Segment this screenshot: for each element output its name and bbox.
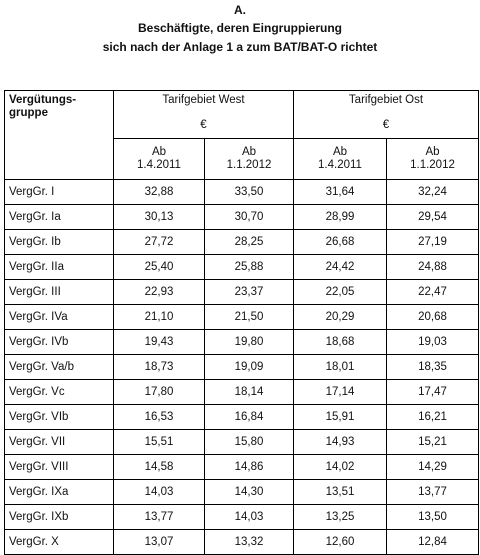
- table-row: [5, 405, 479, 430]
- group-name-cell: VergGr. Vc: [5, 380, 114, 405]
- date-label-value: 1.4.2011: [318, 159, 362, 171]
- west-2011-value: 19,43: [114, 330, 205, 355]
- group-name-cell: VergGr. Ib: [5, 230, 114, 255]
- group-name-cell: VergGr. IXa: [5, 480, 114, 505]
- west-2011-value: 18,73: [114, 355, 205, 380]
- west-2012-value: 14,30: [205, 480, 294, 505]
- east-2012-value: 13,50: [387, 505, 479, 530]
- date-label-prefix: Ab: [241, 146, 257, 158]
- group-name-cell: VergGr. X: [5, 530, 114, 555]
- table-row: [5, 455, 479, 480]
- east-2011-value: 13,51: [294, 480, 387, 505]
- east-2011-value: 18,68: [294, 330, 387, 355]
- east-2011-value: 12,60: [294, 530, 387, 555]
- east-2011-value: 17,14: [294, 380, 387, 405]
- table-row: [5, 180, 479, 205]
- west-2012-value: 18,14: [205, 380, 294, 405]
- west-2012-value: 28,25: [205, 230, 294, 255]
- west-2012-value: 19,80: [205, 330, 294, 355]
- west-2011-value: 32,88: [114, 180, 205, 205]
- west-2011-value: 17,80: [114, 380, 205, 405]
- rates-table: [4, 90, 479, 555]
- table-row: [5, 430, 479, 455]
- date-label-prefix: Ab: [332, 146, 348, 158]
- group-name-cell: VergGr. IVa: [5, 305, 114, 330]
- east-2011-value: 18,01: [294, 355, 387, 380]
- section-title-line-2: sich nach der Anlage 1 a zum BAT/BAT-O richtet: [102, 40, 378, 54]
- west-2011-value: 25,40: [114, 255, 205, 280]
- west-2012-value: 14,86: [205, 455, 294, 480]
- west-2011-value: 27,72: [114, 230, 205, 255]
- east-2011-value: 28,99: [294, 205, 387, 230]
- east-date-header-2012: [387, 139, 479, 180]
- west-2012-value: 19,09: [205, 355, 294, 380]
- west-currency: €: [200, 119, 207, 131]
- west-2011-value: 13,07: [114, 530, 205, 555]
- west-2012-value: 25,88: [205, 255, 294, 280]
- table-row: [5, 305, 479, 330]
- east-2011-value: 14,93: [294, 430, 387, 455]
- east-2012-value: 19,03: [387, 330, 479, 355]
- table-row: [5, 355, 479, 380]
- east-2011-value: 24,42: [294, 255, 387, 280]
- group-name-cell: VergGr. Ia: [5, 205, 114, 230]
- east-2012-value: 13,77: [387, 480, 479, 505]
- table-row: [5, 205, 479, 230]
- section-title-line-1: Beschäftigte, deren Eingruppierung: [137, 21, 343, 35]
- west-region-title: Tarifgebiet West: [162, 94, 245, 106]
- east-2012-value: 32,24: [387, 180, 479, 205]
- west-region-header: [114, 91, 294, 139]
- west-2012-value: 14,03: [205, 505, 294, 530]
- east-2012-value: 27,19: [387, 230, 479, 255]
- table-row: [5, 505, 479, 530]
- group-name-cell: VergGr. III: [5, 280, 114, 305]
- table-row: [5, 330, 479, 355]
- west-2011-value: 22,93: [114, 280, 205, 305]
- west-2011-value: 13,77: [114, 505, 205, 530]
- west-date-header-2011: [114, 139, 205, 180]
- west-2012-value: 21,50: [205, 305, 294, 330]
- east-2011-value: 31,64: [294, 180, 387, 205]
- table-row: [5, 280, 479, 305]
- west-2011-value: 30,13: [114, 205, 205, 230]
- table-row: [5, 380, 479, 405]
- east-2011-value: 13,25: [294, 505, 387, 530]
- date-label-value: 1.1.2012: [410, 159, 455, 171]
- west-2011-value: 14,03: [114, 480, 205, 505]
- group-name-cell: VergGr. IVb: [5, 330, 114, 355]
- west-date-header-2012: [205, 139, 294, 180]
- group-name-cell: VergGr. I: [5, 180, 114, 205]
- east-2012-value: 24,88: [387, 255, 479, 280]
- group-name-cell: VergGr. IXb: [5, 505, 114, 530]
- group-name-cell: VergGr. VIII: [5, 455, 114, 480]
- west-2012-value: 13,32: [205, 530, 294, 555]
- table-row: [5, 480, 479, 505]
- east-currency: €: [382, 119, 390, 131]
- east-2012-value: 15,21: [387, 430, 479, 455]
- section-letter: A.: [234, 3, 246, 17]
- east-2011-value: 20,29: [294, 305, 387, 330]
- east-2012-value: 18,35: [387, 355, 479, 380]
- group-name-cell: VergGr. VIb: [5, 405, 114, 430]
- group-header-line-2: gruppe: [9, 107, 48, 119]
- group-name-cell: VergGr. IIa: [5, 255, 114, 280]
- east-date-header-2011: [294, 139, 387, 180]
- west-2011-value: 14,58: [114, 455, 205, 480]
- west-2011-value: 16,53: [114, 405, 205, 430]
- east-2012-value: 29,54: [387, 205, 479, 230]
- date-label-prefix: Ab: [425, 146, 440, 158]
- date-label-value: 1.4.2011: [137, 159, 181, 171]
- east-2012-value: 16,21: [387, 405, 479, 430]
- group-column-header: [5, 91, 114, 180]
- west-2011-value: 21,10: [114, 305, 205, 330]
- group-header-line-1: Vergütungs-: [9, 94, 77, 106]
- west-2012-value: 15,80: [205, 430, 294, 455]
- west-2012-value: 16,84: [205, 405, 294, 430]
- group-name-cell: VergGr. Va/b: [5, 355, 114, 380]
- table-row: [5, 255, 479, 280]
- table-row: [5, 530, 479, 555]
- date-label-prefix: Ab: [151, 146, 167, 158]
- east-region-header: [294, 91, 479, 139]
- west-2011-value: 15,51: [114, 430, 205, 455]
- east-2011-value: 14,02: [294, 455, 387, 480]
- east-2012-value: 17,47: [387, 380, 479, 405]
- east-2012-value: 22,47: [387, 280, 479, 305]
- west-2012-value: 33,50: [205, 180, 294, 205]
- east-2011-value: 15,91: [294, 405, 387, 430]
- group-name-cell: VergGr. VII: [5, 430, 114, 455]
- west-2012-value: 23,37: [205, 280, 294, 305]
- west-2012-value: 30,70: [205, 205, 294, 230]
- east-2011-value: 26,68: [294, 230, 387, 255]
- east-2011-value: 22,05: [294, 280, 387, 305]
- table-header-row: [5, 91, 479, 139]
- east-2012-value: 12,84: [387, 530, 479, 555]
- table-row: [5, 230, 479, 255]
- east-region-title: Tarifgebiet Ost: [348, 94, 424, 106]
- east-2012-value: 14,29: [387, 455, 479, 480]
- east-2012-value: 20,68: [387, 305, 479, 330]
- date-label-value: 1.1.2012: [226, 159, 272, 171]
